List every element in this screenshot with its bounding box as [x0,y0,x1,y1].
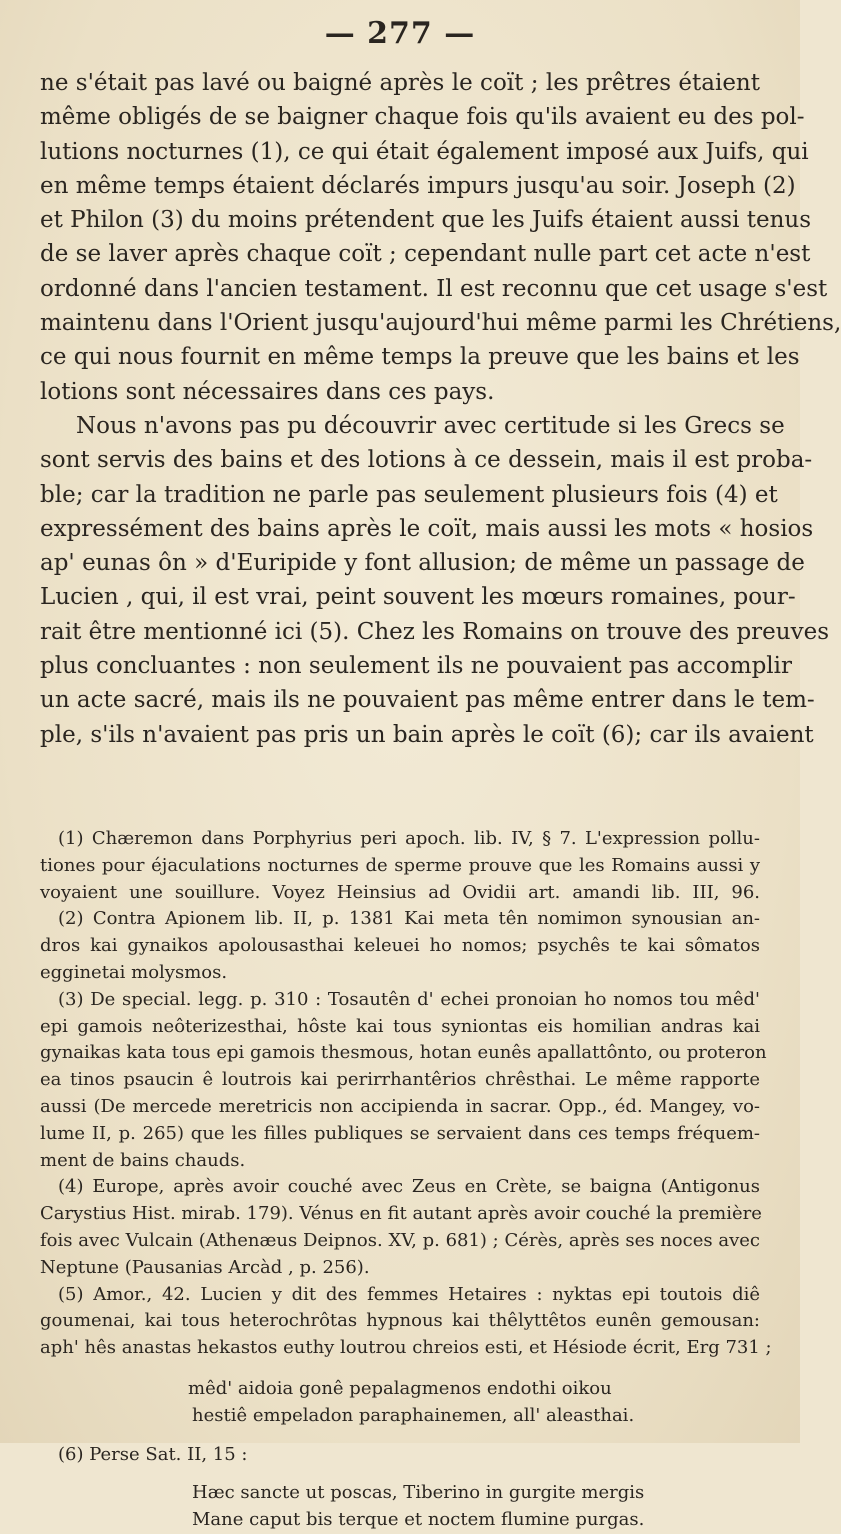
footnote-5: (5) Amor., 42. Lucien y dit des femmes Hetaires : nyktas epi toutois diê [58,1283,760,1305]
text-line: ordonné dans l'ancien testament. Il est reconnu que cet usage s'est [40,275,828,302]
text-line: Lucien , qui, il est vrai, peint souvent les mœurs romaines, pour- [40,584,796,611]
footnote-line: aussi (De mercede meretricis non accipienda in sacrar. Opp., éd. Mangey, vo- [40,1095,760,1117]
text-line: plus concluantes : non seulement ils ne pouvaient pas accomplir [40,653,793,680]
footnote-line: epi gamois neôterizesthai, hôste kai tous syniontas eis homilian andras kai [40,1015,760,1037]
text-line: de se laver après chaque coït ; cependant nulle part cet acte n'est [40,241,811,268]
text-line: en même temps étaient déclarés impurs jusqu'au soir. Joseph (2) [40,172,796,199]
footnote-6: (6) Perse Sat. II, 15 : [58,1443,248,1465]
footnote-line: ment de bains chauds. [40,1149,246,1171]
text-line: rait être mentionné ici (5). Chez les Romains on trouve des preuves [40,618,830,645]
page-number: — 277 — [324,16,476,51]
verse-line: Mane caput bis terque et noctem flumine purgas. [192,1509,645,1531]
footnote-2: (2) Contra Apionem lib. II, p. 1381 Kai meta tên nomimon synousian an- [58,908,760,930]
text-line: expressément des bains après le coït, mais aussi les mots « hosios [40,515,814,542]
text-line: lotions sont nécessaires dans ces pays. [40,378,495,405]
text-line: et Philon (3) du moins prétendent que les Juifs étaient aussi tenus [40,207,812,234]
footnote-1: (1) Chæremon dans Porphyrius peri apoch. lib. IV, § 7. L'expression pollu- [58,828,760,849]
text-line: maintenu dans l'Orient jusqu'aujourd'hui même parmi les Chrétiens, [40,310,841,337]
verse-line: mêd' aidoia gonê pepalagmenos endothi oikou [188,1377,612,1399]
text-line: ne s'était pas lavé ou baigné après le coït ; les prêtres étaient [40,70,760,96]
paragraph-start-line: Nous n'avons pas pu découvrir avec certitude si les Grecs se [76,412,785,439]
footnote-line: ea tinos psaucin ê loutrois kai perirrhantêrios chrêsthai. Le même rapporte [40,1069,760,1091]
text-line: lutions nocturnes (1), ce qui était également imposé aux Juifs, qui [40,138,809,165]
footnote-line: Neptune (Pausanias Arcàd , p. 256). [40,1256,370,1278]
footnote-line: egginetai molysmos. [40,961,228,983]
text-line: ce qui nous fournit en même temps la preuve que les bains et les [40,344,800,371]
verse-line: hestiê empeladon paraphainemen, all' aleasthai. [192,1404,635,1426]
footnote-line: tiones pour éjaculations nocturnes de sperme prouve que les Romains aussi y [40,854,760,876]
footnote-line: voyaient une souillure. Voyez Heinsius ad Ovidii art. amandi lib. III, 96. [40,881,760,903]
footnotes [40,826,772,1534]
main-text [40,66,841,752]
footnote-4: (4) Europe, après avoir couché avec Zeus en Crète, se baigna (Antigonus [58,1176,760,1198]
footnote-line: Carystius Hist. mirab. 179). Vénus en fit autant après avoir couché la première [40,1203,762,1225]
footnote-3: (3) De special. legg. p. 310 : Tosautên d' echei pronoian ho nomos tou mêd' [58,988,760,1010]
verse-line: Hæc sancte ut poscas, Tiberino in gurgite mergis [192,1482,645,1504]
text-line: ap' eunas ôn » d'Euripide y font allusion; de même un passage de [40,550,805,577]
footnote-line: lume II, p. 265) que les filles publiques se servaient dans ces temps fréquem- [40,1122,760,1144]
text-line: ble; car la tradition ne parle pas seulement plusieurs fois (4) et [40,481,778,508]
footnote-line: dros kai gynaikos apolousasthai keleuei ho nomos; psychês te kai sômatos [40,935,760,957]
footnote-line: goumenai, kai tous heterochrôtas hypnous kai thêlyttêtos eunên gemousan: [40,1310,760,1332]
text-line: ple, s'ils n'avaient pas pris un bain après le coït (6); car ils avaient [40,721,814,748]
text-line: même obligés de se baigner chaque fois qu'ils avaient eu des pol- [40,104,805,131]
footnote-line: aph' hês anastas hekastos euthy loutrou chreios esti, et Hésiode écrit, Erg 731 ; [40,1337,772,1359]
text-line: un acte sacré, mais ils ne pouvaient pas même entrer dans le tem- [40,687,815,714]
text-line: sont servis des bains et des lotions à ce dessein, mais il est proba- [40,447,813,474]
footnote-line: gynaikas kata tous epi gamois thesmous, hotan eunês apallattônto, ou proteron [40,1042,767,1064]
footnote-line: fois avec Vulcain (Athenæus Deipnos. XV, p. 681) ; Cérès, après ses noces avec [40,1229,760,1251]
